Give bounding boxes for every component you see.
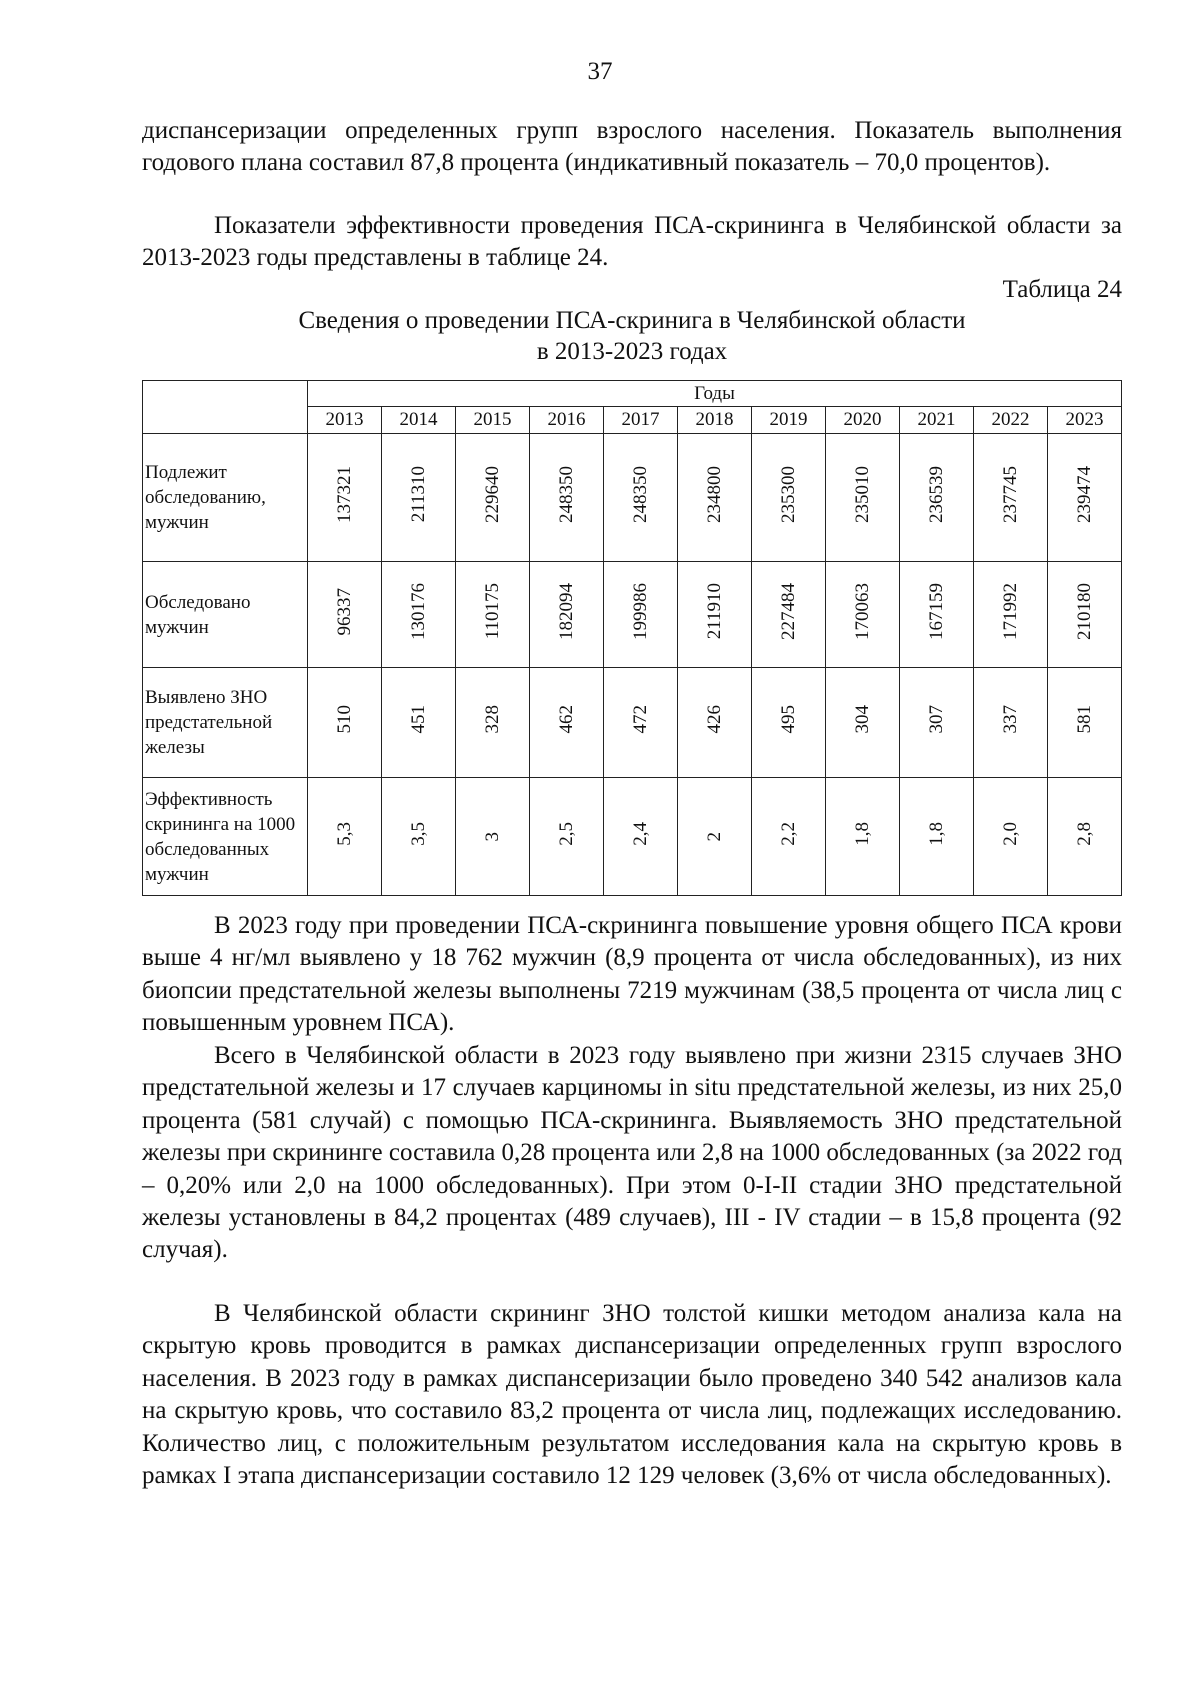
year-header-cell: 2018 [678, 407, 752, 434]
value-cell [604, 778, 678, 896]
row-label: Эффективность скрининга на 1000 обследованных мужчин [143, 778, 308, 896]
value-cell [604, 668, 678, 778]
value-text: 170063 [851, 583, 873, 640]
table-title-line1: Сведения о проведении ПСА-скринига в Челябинской области [298, 307, 966, 334]
year-header-cell: 2023 [1048, 407, 1122, 434]
row-to-be-examined [143, 434, 1122, 562]
value-cell [752, 668, 826, 778]
value-text: 182094 [555, 583, 577, 640]
value-cell [752, 778, 826, 896]
value-text: 1,8 [925, 821, 947, 846]
value-cell [456, 434, 530, 562]
value-cell [308, 778, 382, 896]
value-cell [974, 562, 1048, 668]
value-cell [1048, 562, 1122, 668]
paragraph-psa-intro: Показатели эффективности проведения ПСА-скрининга в Челябинской области за 2013-2023 годы представлены в таблице 24. [142, 212, 1122, 272]
value-cell [530, 562, 604, 668]
value-text: 234800 [703, 466, 725, 523]
value-cell [678, 562, 752, 668]
value-cell [604, 434, 678, 562]
row-cancer-detected [143, 668, 1122, 778]
value-cell [678, 778, 752, 896]
value-text: 2,8 [1073, 821, 1095, 846]
value-text: 110175 [481, 583, 503, 640]
value-text: 472 [629, 705, 651, 734]
value-cell [530, 778, 604, 896]
year-header-cell: 2019 [752, 407, 826, 434]
value-cell [678, 434, 752, 562]
row-label: Выявлено ЗНО предстательной железы [143, 668, 308, 778]
value-cell [900, 668, 974, 778]
row-screening-efficiency [143, 778, 1122, 896]
table-title [142, 305, 1122, 367]
value-cell [382, 434, 456, 562]
value-cell [974, 778, 1048, 896]
value-text: 5,3 [333, 821, 355, 846]
value-text: 235010 [851, 466, 873, 523]
value-cell [752, 434, 826, 562]
value-text: 2,2 [777, 821, 799, 846]
table-label: Таблица 24 [1002, 276, 1122, 303]
value-cell [826, 668, 900, 778]
year-header-cell: 2013 [308, 407, 382, 434]
value-cell [382, 668, 456, 778]
value-text: 229640 [481, 466, 503, 523]
value-text: 211910 [703, 583, 725, 640]
value-text: 304 [851, 705, 873, 734]
value-text: 237745 [999, 466, 1021, 523]
value-text: 227484 [777, 583, 799, 640]
year-header-cell: 2017 [604, 407, 678, 434]
value-cell [826, 434, 900, 562]
value-text: 581 [1073, 705, 1095, 734]
value-text: 137321 [333, 466, 355, 523]
value-text: 2,5 [555, 821, 577, 846]
value-text: 235300 [777, 466, 799, 523]
value-text: 1,8 [851, 821, 873, 846]
value-cell [382, 778, 456, 896]
value-text: 210180 [1073, 583, 1095, 640]
value-cell [530, 668, 604, 778]
value-text: 2,4 [629, 821, 651, 846]
paragraph-psa-2023-results: В 2023 году при проведении ПСА-скрининга повышение уровня общего ПСА крови выше 4 нг/мл выявлено у 18 762 мужчин (8,9 процента от числа обследованных), из них биопсии предстательной железы выполнены 7219 мужчинам (38,5 процента от числа лиц с повышенным уровнем ПСА). [142, 912, 1122, 1037]
value-text: 426 [703, 705, 725, 734]
value-text: 451 [407, 705, 429, 734]
paragraph-dispanserization-intro: диспансеризации определенных групп взрослого населения. Показатель выполнения годового плана составил 87,8 процента (индикативный показатель – 70,0 процентов). [142, 117, 1122, 177]
value-text: 236539 [925, 466, 947, 523]
value-text: 130176 [407, 583, 429, 640]
page-number: 37 [587, 58, 613, 85]
value-cell [1048, 778, 1122, 896]
year-header-cell: 2020 [826, 407, 900, 434]
value-text: 3,5 [407, 821, 429, 846]
value-text: 171992 [999, 583, 1021, 640]
value-text: 96337 [333, 587, 355, 636]
value-text: 239474 [1073, 466, 1095, 523]
paragraph-prostate-cancer-detection: Всего в Челябинской области в 2023 году выявлено при жизни 2315 случаев ЗНО предстательной железы и 17 случаев карциномы in situ предстательной железы, из них 25,0 процента (581 случай) с помощью ПСА-скрининга. Выявляемость ЗНО предстательной железы при скрининге составила 0,28 процента или 2,8 на 1000 обследованных (за 2022 год – 0,20% или 2,0 на 1000 обследованных). При этом 0-I-II стадии ЗНО предстательной железы установлены в 84,2 процентах (489 случаев), III - IV стадии – в 15,8 процента (92 случая). [142, 1042, 1122, 1264]
value-text: 2 [703, 832, 725, 842]
value-cell [308, 562, 382, 668]
value-text: 248350 [629, 466, 651, 523]
value-text: 248350 [555, 466, 577, 523]
value-text: 199986 [629, 583, 651, 640]
value-cell [900, 778, 974, 896]
value-text: 510 [333, 705, 355, 734]
value-cell [1048, 668, 1122, 778]
year-header-cell: 2015 [456, 407, 530, 434]
psa-screening-table [142, 380, 1122, 896]
value-text: 3 [481, 832, 503, 842]
value-cell [308, 668, 382, 778]
value-cell [900, 562, 974, 668]
value-cell [456, 778, 530, 896]
paragraph-colon-screening: В Челябинской области скрининг ЗНО толстой кишки методом анализа кала на скрытую кровь проводится в рамках диспансеризации определенных групп взрослого населения. В 2023 году в рамках диспансеризации было проведено 340 542 анализов кала на скрытую кровь, что составило 83,2 процента от числа лиц, подлежащих исследованию. Количество лиц, с положительным результатом исследования кала на скрытую кровь в рамках I этапа диспансеризации составило 12 129 человек (3,6% от числа обследованных). [142, 1300, 1122, 1490]
value-cell [900, 434, 974, 562]
year-header-cell: 2021 [900, 407, 974, 434]
year-header-cell: 2022 [974, 407, 1048, 434]
value-text: 495 [777, 705, 799, 734]
value-cell [456, 562, 530, 668]
value-text: 211310 [407, 466, 429, 523]
value-cell [456, 668, 530, 778]
years-header: Годы [308, 381, 1122, 407]
value-cell [604, 562, 678, 668]
value-cell [382, 562, 456, 668]
value-cell [530, 434, 604, 562]
value-cell [974, 434, 1048, 562]
value-cell [678, 668, 752, 778]
value-cell [1048, 434, 1122, 562]
value-text: 337 [999, 705, 1021, 734]
value-cell [974, 668, 1048, 778]
value-text: 167159 [925, 583, 947, 640]
value-text: 2,0 [999, 821, 1021, 846]
year-header-cell: 2014 [382, 407, 456, 434]
value-text: 462 [555, 705, 577, 734]
table-title-line2: в 2013-2023 годах [536, 338, 728, 365]
value-cell [752, 562, 826, 668]
value-cell [308, 434, 382, 562]
value-text: 307 [925, 705, 947, 734]
table-corner-cell [143, 381, 308, 434]
value-cell [826, 562, 900, 668]
row-label: Подлежит обследованию, мужчин [143, 434, 308, 562]
row-examined [143, 562, 1122, 668]
year-header-cell: 2016 [530, 407, 604, 434]
value-cell [826, 778, 900, 896]
row-label: Обследовано мужчин [143, 562, 308, 668]
value-text: 328 [481, 705, 503, 734]
